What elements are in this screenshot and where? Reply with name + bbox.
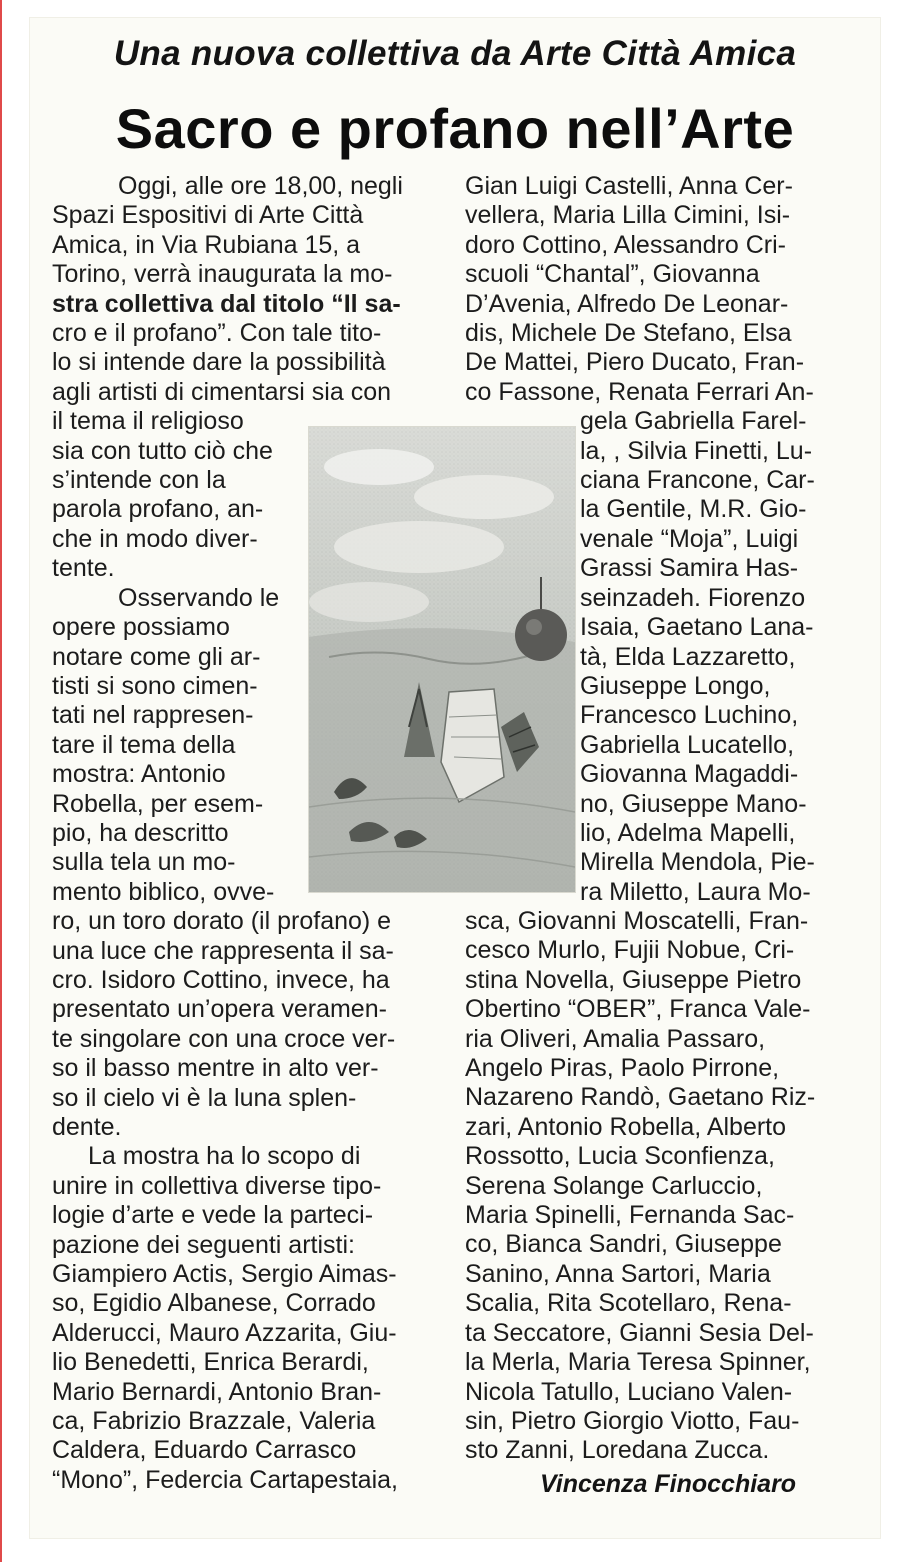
text-line: sin, Pietro Giorgio Viotto, Fau-	[465, 1406, 800, 1435]
text-line: ro, un toro dorato (il profano) e	[52, 907, 392, 936]
text-line: no, Giuseppe Mano-	[580, 789, 807, 818]
text-line: ta Seccatore, Gianni Sesia Del-	[465, 1318, 814, 1347]
text-line: Isaia, Gaetano Lana-	[580, 613, 814, 642]
text-line: doro Cottino, Alessandro Cri-	[465, 230, 786, 259]
text-line: ciana Francone, Car-	[580, 466, 815, 495]
text-line: presentato un’opera veramen-	[52, 995, 387, 1024]
text-line: Gian Luigi Castelli, Anna Cer-	[465, 172, 793, 200]
text-line: la Gentile, M.R. Gio-	[580, 495, 807, 524]
text-line: che in modo diver-	[52, 524, 258, 553]
text-line: cro. Isidoro Cottino, invece, ha	[52, 965, 390, 994]
text-line: una luce che rappresenta il sa-	[52, 936, 394, 965]
text-line: s’intende con la	[52, 466, 226, 495]
artwork-photo	[308, 426, 576, 893]
text-line: so il basso mentre in alto ver-	[52, 1054, 379, 1083]
text-line: “Mono”, Federcia Cartapestaia,	[52, 1465, 398, 1494]
scan-edge	[0, 0, 2, 1562]
text-line: tà, Elda Lazzaretto,	[580, 642, 796, 671]
newspaper-clipping	[30, 18, 880, 1538]
text-line: dis, Michele De Stefano, Elsa	[465, 319, 792, 348]
text-line: cesco Murlo, Fujii Nobue, Cri-	[465, 936, 795, 965]
text-line: Robella, per esem-	[52, 789, 264, 818]
text-line: stra collettiva dal titolo “Il sa-	[52, 289, 401, 318]
text-line: Giovanna Magaddi-	[580, 760, 799, 789]
text-line: stina Novella, Giuseppe Pietro	[465, 965, 802, 994]
article-author: Vincenza Finocchiaro	[540, 1470, 797, 1498]
text-line: ra Miletto, Laura Mo-	[580, 877, 811, 906]
text-line: Spazi Espositivi di Arte Città	[52, 201, 364, 230]
text-line: vellera, Maria Lilla Cimini, Isi-	[465, 201, 791, 230]
text-line: Nicola Tatullo, Luciano Valen-	[465, 1377, 793, 1406]
text-line: venale “Moja”, Luigi	[580, 524, 799, 553]
text-line: tati nel rappresen-	[52, 701, 254, 730]
text-line: la Merla, Maria Teresa Spinner,	[465, 1348, 811, 1377]
text-line: Nazareno Randò, Gaetano Riz-	[465, 1083, 816, 1112]
text-line: gela Gabriella Farel-	[580, 407, 807, 436]
text-line: Serena Solange Carluccio,	[465, 1171, 763, 1200]
text-line: ca, Fabrizio Brazzale, Valeria	[52, 1407, 376, 1436]
text-line: pio, ha descritto	[52, 818, 229, 847]
text-line: Scalia, Rita Scotellaro, Rena-	[465, 1289, 792, 1318]
text-line: notare come gli ar-	[52, 642, 261, 671]
text-line: zari, Antonio Robella, Alberto	[465, 1112, 787, 1141]
text-line: scuoli “Chantal”, Giovanna	[465, 260, 760, 289]
text-line: mostra: Antonio	[52, 760, 226, 789]
text-line: pazione dei seguenti artisti:	[52, 1230, 355, 1259]
text-line: so, Egidio Albanese, Corrado	[52, 1289, 376, 1318]
text-line: so il cielo vi è la luna splen-	[52, 1083, 357, 1112]
text-line: lo si intende dare la possibilità	[52, 348, 386, 377]
text-line: mento biblico, ovve-	[52, 877, 275, 906]
text-line: sulla tela un mo-	[52, 848, 236, 877]
text-line: agli artisti di cimentarsi sia con	[52, 377, 392, 406]
text-line: D’Avenia, Alfredo De Leonar-	[465, 289, 789, 318]
text-line: parola profano, an-	[52, 495, 264, 524]
text-line: Torino, verrà inaugurata la mo-	[52, 260, 393, 289]
text-line: Rossotto, Lucia Sconfienza,	[465, 1142, 775, 1171]
text-line: Obertino “OBER”, Franca Vale-	[465, 995, 811, 1024]
text-line: Gabriella Lucatello,	[580, 730, 795, 759]
text-line: dente.	[52, 1113, 122, 1141]
text-line: sca, Giovanni Moscatelli, Fran-	[465, 907, 809, 935]
text-line: Giampiero Actis, Sergio Aimas-	[52, 1260, 397, 1289]
text-line: Oggi, alle ore 18,00, negli	[118, 172, 403, 200]
text-line: logie d’arte e vede la parteci-	[52, 1201, 374, 1230]
text-line: Caldera, Eduardo Carrasco	[52, 1436, 357, 1465]
text-line: sto Zanni, Loredana Zucca.	[465, 1436, 770, 1465]
text-line: Angelo Piras, Paolo Pirrone,	[465, 1054, 780, 1083]
text-line: Sanino, Anna Sartori, Maria	[465, 1259, 771, 1288]
text-line: co Fassone, Renata Ferrari An-	[465, 377, 814, 406]
text-line: seinzadeh. Fiorenzo	[580, 583, 806, 612]
text-line: Grassi Samira Has-	[580, 554, 799, 583]
text-line: Francesco Luchino,	[580, 701, 799, 730]
text-line: tente.	[52, 554, 115, 583]
text-line: opere possiamo	[52, 613, 230, 642]
text-line: cro e il profano”. Con tale tito-	[52, 319, 382, 348]
text-line: Amica, in Via Rubiana 15, a	[52, 230, 361, 259]
text-line: Mirella Mendola, Pie-	[580, 848, 815, 877]
text-line: te singolare con una croce ver-	[52, 1024, 396, 1053]
text-line: La mostra ha lo scopo di	[88, 1142, 361, 1171]
article-column-right-bottom	[465, 907, 815, 1466]
text-line: lio, Adelma Mapelli,	[580, 818, 796, 847]
text-line: Osservando le	[118, 583, 280, 612]
text-line: il tema il religioso	[52, 407, 244, 436]
text-line: ria Oliveri, Amalia Passaro,	[465, 1024, 766, 1053]
text-line: co, Bianca Sandri, Giuseppe	[465, 1230, 782, 1259]
text-line: Mario Bernardi, Antonio Bran-	[52, 1377, 382, 1406]
text-line: lio Benedetti, Enrica Berardi,	[52, 1348, 369, 1377]
text-line: la, , Silvia Finetti, Lu-	[580, 436, 813, 465]
text-line: Giuseppe Longo,	[580, 671, 771, 700]
text-line: Maria Spinelli, Fernanda Sac-	[465, 1201, 795, 1230]
text-line: tare il tema della	[52, 730, 236, 759]
text-line: sia con tutto ciò che	[52, 436, 273, 465]
text-line: De Mattei, Piero Ducato, Fran-	[465, 348, 805, 377]
text-line: tisti si sono cimen-	[52, 671, 258, 700]
text-line: Alderucci, Mauro Azzarita, Giu-	[52, 1318, 397, 1347]
text-line: unire in collettiva diverse tipo-	[52, 1171, 382, 1200]
article-kicker: Una nuova collettiva da Arte Città Amica	[113, 34, 797, 73]
article-headline: Sacro e profano nell’Arte	[115, 97, 795, 160]
